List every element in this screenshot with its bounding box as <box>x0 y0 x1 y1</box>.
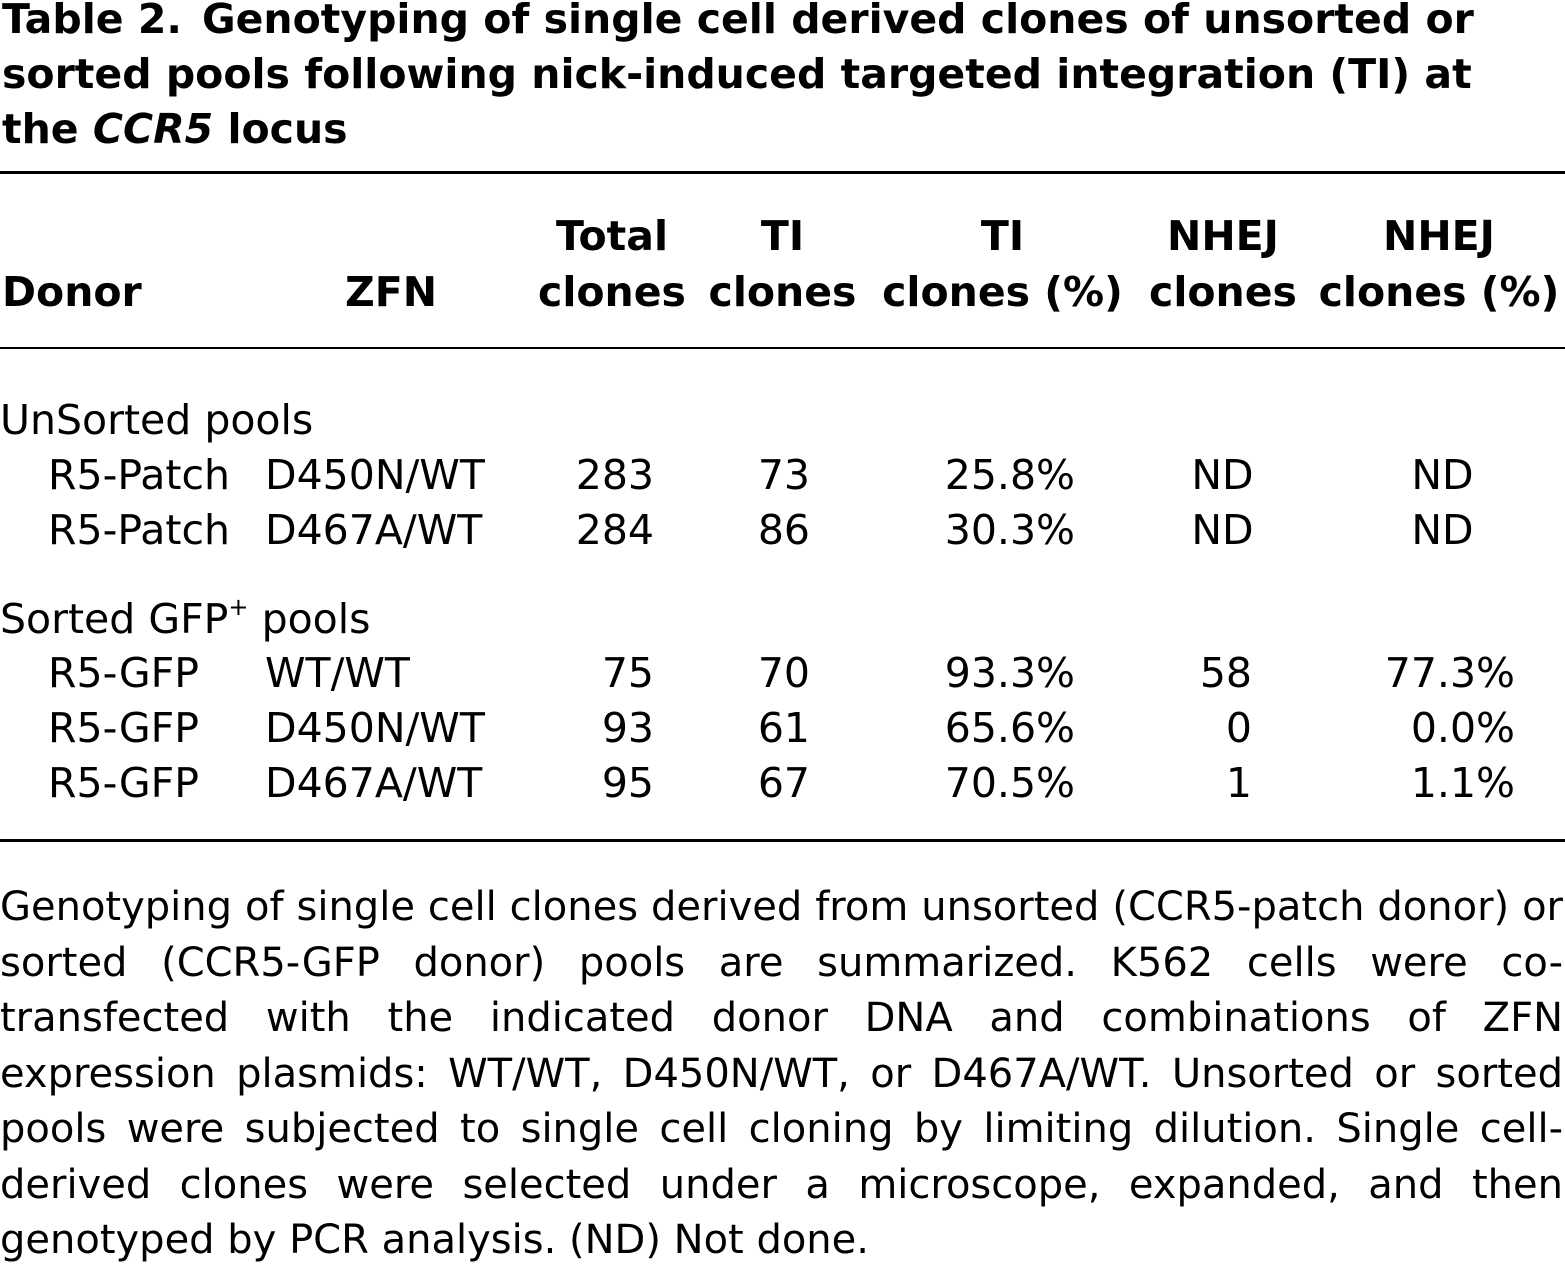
cell-ti: 86 <box>757 506 810 554</box>
table-title-text: Genotyping of single cell derived clones of unsorted or sorted pools following nick-induced targeted integration (TI) at the <box>2 0 1474 153</box>
top-rule <box>0 171 1565 174</box>
cell-ti: 67 <box>757 759 810 807</box>
table-footnote: Genotyping of single cell clones derived from unsorted (CCR5-patch donor) or sorted (CCR5-GFP donor) pools are summarized. K562 cells were co-transfected with the indicated donor DNA and combinations of ZFN expression plasmids: WT/WT, D450N/WT, or D467A/WT. Unsorted or sorted pools were subjected to single cell cloning by limiting dilution. Single cell-derived clones were selected under a microscope, expanded, and then genotyped by PCR analysis. (ND) Not done. <box>0 884 1563 1263</box>
cell-zfn: D450N/WT <box>265 451 485 499</box>
cell-nhej-pct: 0.0% <box>1410 704 1515 752</box>
cell-total: 95 <box>601 759 654 807</box>
cell-nhej: ND <box>1191 506 1254 554</box>
cell-nhej-pct: 1.1% <box>1410 759 1515 807</box>
cell-donor: R5-GFP <box>48 759 199 807</box>
table-title-gene: CCR5 <box>92 105 214 153</box>
cell-total: 75 <box>601 649 654 697</box>
cell-donor: R5-Patch <box>48 451 230 499</box>
cell-donor: R5-Patch <box>48 506 230 554</box>
cell-donor: R5-GFP <box>48 649 199 697</box>
header-ti-clones: TI clones <box>708 212 857 316</box>
cell-nhej: ND <box>1191 451 1254 499</box>
cell-donor: R5-GFP <box>48 704 199 752</box>
cell-zfn: D450N/WT <box>265 704 485 752</box>
cell-zfn: D467A/WT <box>265 759 483 807</box>
cell-ti-pct: 70.5% <box>944 759 1075 807</box>
cell-nhej: 1 <box>1225 759 1252 807</box>
cell-ti-pct: 25.8% <box>944 451 1075 499</box>
cell-ti-pct: 30.3% <box>944 506 1075 554</box>
cell-nhej: 0 <box>1225 704 1252 752</box>
table-label: Table 2. <box>2 0 182 43</box>
header-donor: Donor <box>2 268 142 316</box>
header-rule <box>0 347 1565 349</box>
cell-ti: 61 <box>757 704 810 752</box>
header-ti-clones-pct: TI clones (%) <box>882 212 1123 316</box>
header-nhej-clones: NHEJ clones <box>1149 212 1297 316</box>
cell-ti-pct: 65.6% <box>944 704 1075 752</box>
cell-ti: 73 <box>757 451 810 499</box>
table-title <box>2 0 1562 157</box>
cell-total: 93 <box>601 704 654 752</box>
section-label-sorted: Sorted GFP+ pools <box>0 593 371 643</box>
table-title-suffix: locus <box>227 105 348 153</box>
cell-nhej-pct: 77.3% <box>1384 649 1515 697</box>
cell-ti-pct: 93.3% <box>944 649 1075 697</box>
header-nhej-clones-pct: NHEJ clones (%) <box>1318 212 1560 316</box>
bottom-rule <box>0 839 1565 842</box>
cell-zfn: D467A/WT <box>265 506 483 554</box>
cell-total: 284 <box>575 506 654 554</box>
section-label-unsorted: UnSorted pools <box>0 396 314 444</box>
cell-nhej: 58 <box>1199 649 1252 697</box>
header-zfn: ZFN <box>345 268 438 316</box>
header-total-clones: Total clones <box>538 212 686 316</box>
cell-total: 283 <box>575 451 654 499</box>
cell-nhej-pct: ND <box>1411 451 1474 499</box>
cell-nhej-pct: ND <box>1411 506 1474 554</box>
cell-zfn: WT/WT <box>265 649 410 697</box>
cell-ti: 70 <box>757 649 810 697</box>
